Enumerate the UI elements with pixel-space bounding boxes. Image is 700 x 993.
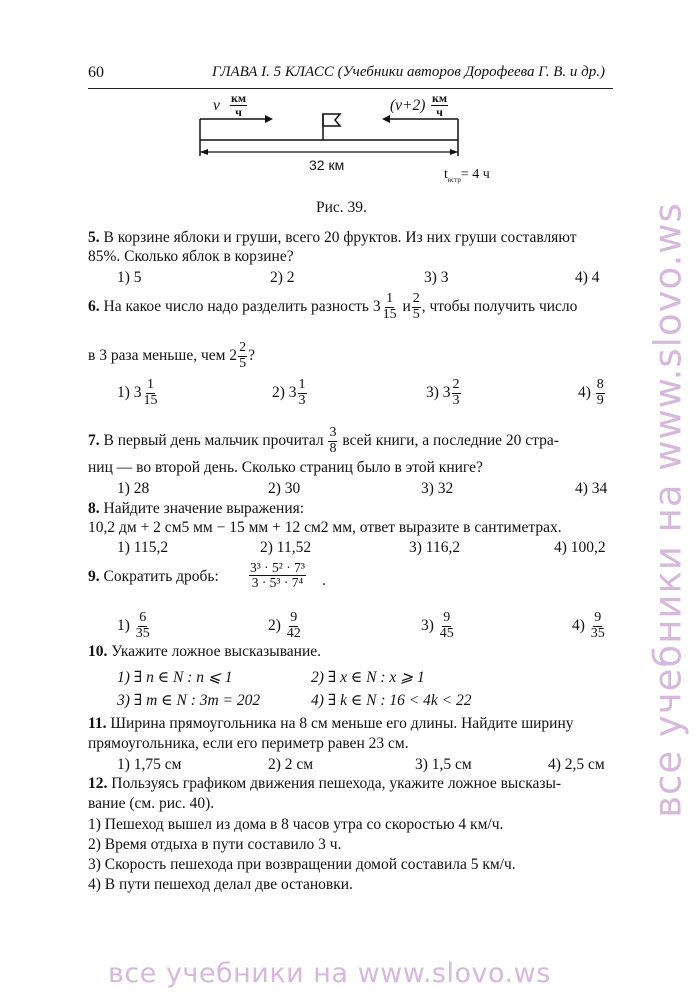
q12-line2: вание (см. рис. 40). — [88, 795, 215, 812]
q12-item-3: 3) Скорость пешехода при возвращении домой составила 5 км/ч. — [88, 856, 516, 873]
q8-option-4: 4) 100,2 — [554, 539, 606, 556]
q7-option-1: 1) 28 — [117, 480, 150, 497]
q12-item-4: 4) В пути пешеход делал две остановки. — [88, 876, 353, 893]
q10-line: 10. Укажите ложное высказывание. — [88, 643, 322, 660]
q11-option-3: 3) 1,5 см — [415, 756, 472, 773]
q12-item-1: 1) Пешеход вышел из дома в 8 часов утра со скоростью 4 км/ч. — [88, 816, 504, 833]
q9-period: . — [322, 572, 326, 589]
q5-option-2: 2) 2 — [270, 269, 295, 286]
q11-line1: 11. Ширина прямоугольника на 8 см меньше его длины. Найдите ширину — [88, 715, 574, 732]
running-header: ГЛАВА I. 5 КЛАСС (Учебники авторов Дорофеева Г. В. и др.) — [212, 64, 605, 80]
bottom-watermark: все учебники на www.slovo.ws — [108, 958, 551, 989]
right-speed-unit: км ч — [432, 91, 448, 119]
page-number: 60 — [88, 64, 104, 81]
distance-label: 32 км — [309, 157, 345, 173]
q7-option-3: 3) 32 — [421, 480, 454, 497]
header-rule — [88, 88, 613, 89]
q11-option-1: 1) 1,75 см — [117, 756, 182, 773]
q10-option-2: 2) ∃ x ∈ N : x ⩾ 1 — [311, 669, 425, 686]
q7-option-2: 2) 30 — [268, 480, 301, 497]
q11-line2: прямоугольника, если его периметр равен 23 см. — [88, 735, 409, 752]
q8-option-1: 1) 115,2 — [117, 539, 169, 556]
q6-option-4: 4) $\frac{8}{9}$ — [578, 377, 604, 408]
q10-option-1: 1) ∃ n ∈ N : n ⩽ 1 — [117, 669, 233, 686]
q10-option-4: 4) ∃ k ∈ N : 16 < 4k < 22 — [311, 692, 472, 709]
q9-option-2: 2) $\frac{9}{42}$ — [268, 610, 301, 641]
q6-line2: в 3 раза меньше, чем 2 $\frac{2}{5}$ ? — [88, 340, 255, 371]
q6-option-1: 1) 3 $\frac{1}{15}$ — [117, 377, 158, 408]
q12-line1: 12. Пользуясь графиком движения пешехода, укажите ложное высказы- — [88, 775, 562, 792]
figure-caption: Рис. 39. — [316, 199, 367, 216]
q9-line: 9. Сократить дробь: — [88, 568, 219, 585]
vertical-watermark: все учебники на www.slovo.ws — [646, 202, 690, 818]
q5-option-3: 3) 3 — [424, 269, 449, 286]
q11-option-2: 2) 2 см — [268, 756, 314, 773]
q7-line2: ниц — во второй день. Сколько страниц было в этой книге? — [88, 459, 483, 476]
q10-option-3: 3) ∃ m ∈ N : 3m = 202 — [117, 692, 261, 709]
q5-line2: 85%. Сколько яблок в корзине? — [88, 248, 294, 265]
q7-line1: 7. В первый день мальчик прочитал $\frac{3}{8}$ всей книги, а последние 20 стра- — [88, 425, 559, 456]
meeting-time-label: $t_{встр}= 4$ ч — [444, 167, 490, 184]
right-speed-var: (v+2) — [390, 97, 426, 114]
q9-fraction: $\frac{\text{3³ · 5² · 7³}}{\text{3 · 5³ · 7⁴}}$ — [250, 560, 305, 591]
q8-line1: 8. Найдите значение выражения: — [88, 500, 305, 517]
q5-option-4: 4) 4 — [575, 269, 600, 286]
q7-option-4: 4) 34 — [575, 480, 608, 497]
q8-expression: 10,2 дм + 2 см5 мм − 15 мм + 12 см2 мм, ответ выразите в сантиметрах. — [88, 519, 562, 536]
left-speed-unit: км ч — [231, 91, 247, 119]
q6-line1: 6. На какое число надо разделить разность 3 $\frac{1}{15}$ и $\frac{2}{5}$ , чтобы получить число — [88, 291, 578, 322]
q11-option-4: 4) 2,5 см — [548, 756, 605, 773]
q12-item-2: 2) Время отдыха в пути составило 3 ч. — [88, 836, 342, 853]
left-speed-var: v — [213, 97, 220, 114]
q8-option-3: 3) 116,2 — [409, 539, 461, 556]
q5-option-1: 1) 5 — [117, 269, 142, 286]
q6-option-3: 3) 3 $\frac{2}{3}$ — [426, 377, 460, 408]
q9-option-3: 3) $\frac{9}{45}$ — [421, 610, 454, 641]
q9-option-1: 1) $\frac{6}{35}$ — [117, 610, 150, 641]
q9-option-4: 4) $\frac{9}{35}$ — [572, 610, 605, 641]
q6-option-2: 2) 3 $\frac{1}{3}$ — [272, 377, 306, 408]
q8-option-2: 2) 11,52 — [260, 539, 312, 556]
q5-line1: 5. В корзине яблоки и груши, всего 20 фруктов. Из них груши составляют — [88, 229, 577, 246]
